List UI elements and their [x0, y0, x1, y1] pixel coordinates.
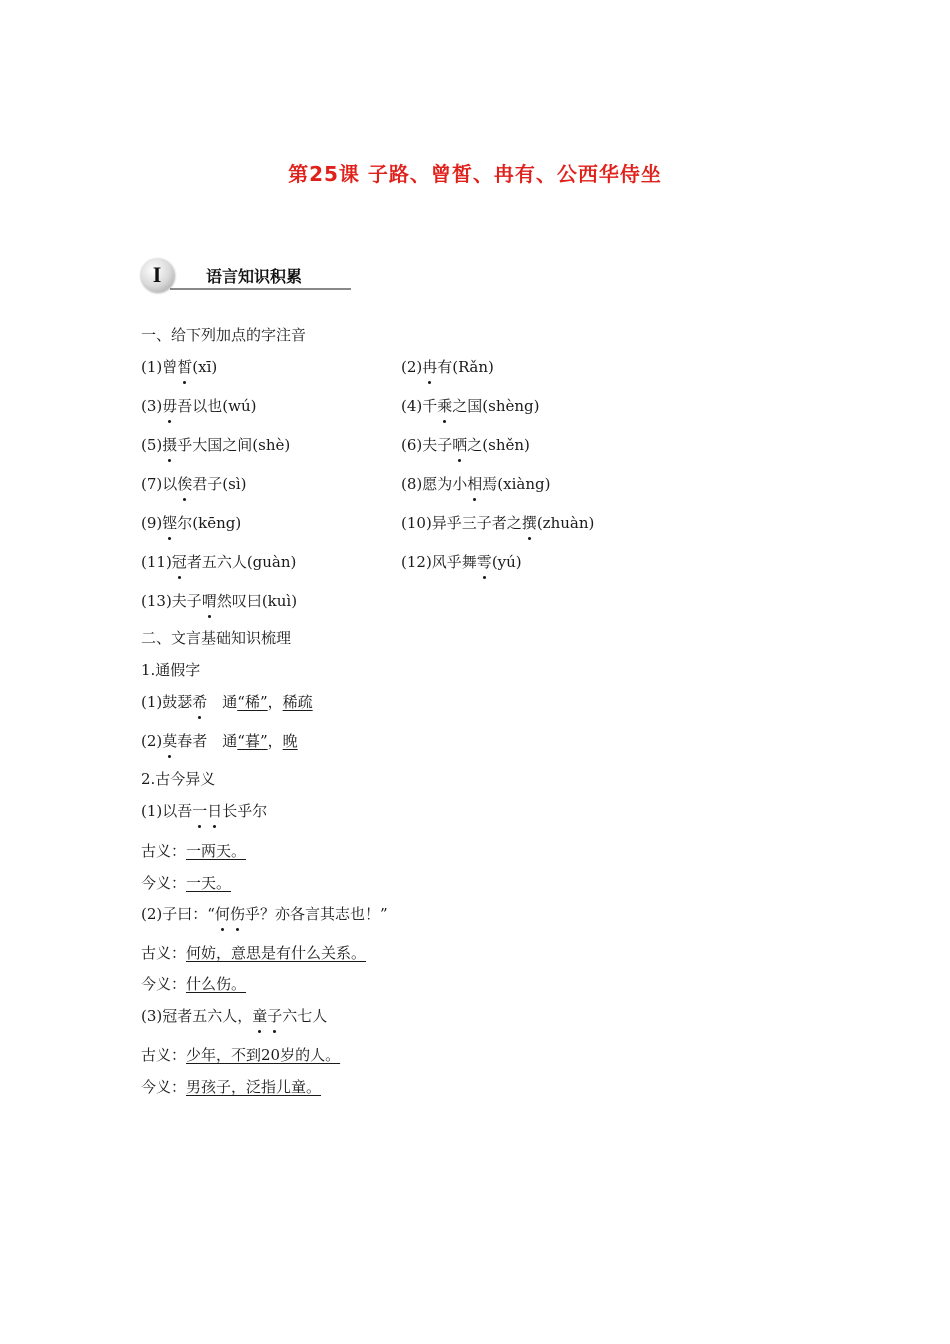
pinyin-item-2: (2)冉有(Rǎn) [401, 358, 494, 376]
gujin-heading: 2.古今异义 [141, 770, 216, 788]
pinyin-item-12: (12)风乎舞雩(yú) [401, 553, 522, 571]
gujin-item-3: (3)冠者五六人，童子六七人 [141, 1007, 328, 1025]
part2-heading: 二、文言基础知识梳理 [141, 629, 292, 647]
page-title: 第25课 子路、曾皙、冉有、公西华侍坐 [288, 162, 662, 186]
tongjia-item-2: (2)莫春者 通“暮”，晚 [141, 732, 298, 750]
gujin-jin-3: 今义：男孩子，泛指儿童。 [141, 1078, 322, 1096]
gujin-gu-1: 古义：一两天。 [141, 842, 247, 860]
gujin-jin-2: 今义：什么伤。 [141, 975, 247, 993]
pinyin-item-9: (9)铿尔(kēng) [141, 514, 242, 532]
gujin-jin-1: 今义：一天。 [141, 874, 232, 892]
pinyin-item-7: (7)以俟君子(sì) [141, 475, 247, 493]
gujin-item-2: (2)子曰：“何伤乎？亦各言其志也！” [141, 905, 388, 923]
gujin-item-1: (1)以吾一日长乎尔 [141, 802, 268, 820]
pinyin-item-5: (5)摄乎大国之间(shè) [141, 436, 291, 454]
pinyin-item-3: (3)毋吾以也(wú) [141, 397, 257, 415]
pinyin-item-6: (6)夫子哂之(shěn) [401, 436, 530, 454]
pinyin-item-4: (4)千乘之国(shèng) [401, 397, 540, 415]
pinyin-item-10: (10)异乎三子者之撰(zhuàn) [401, 514, 595, 532]
part1-heading: 一、给下列加点的字注音 [141, 326, 307, 344]
pinyin-item-11: (11)冠者五六人(guàn) [141, 553, 297, 571]
section-banner [140, 258, 355, 294]
section-numeral: I [140, 258, 174, 292]
gujin-gu-2: 古义：何妨，意思是有什么关系。 [141, 944, 367, 962]
pinyin-item-8: (8)愿为小相焉(xiàng) [401, 475, 551, 493]
pinyin-item-13: (13)夫子喟然叹曰(kuì) [141, 592, 298, 610]
gujin-gu-3: 古义：少年，不到20岁的人。 [141, 1046, 341, 1064]
tongjia-heading: 1.通假字 [141, 661, 201, 679]
section-label: 语言知识积累 [206, 267, 303, 286]
banner-rule [170, 288, 351, 290]
pinyin-item-1: (1)曾皙(xī) [141, 358, 218, 376]
tongjia-item-1: (1)鼓瑟希 通“稀”，稀疏 [141, 693, 313, 711]
